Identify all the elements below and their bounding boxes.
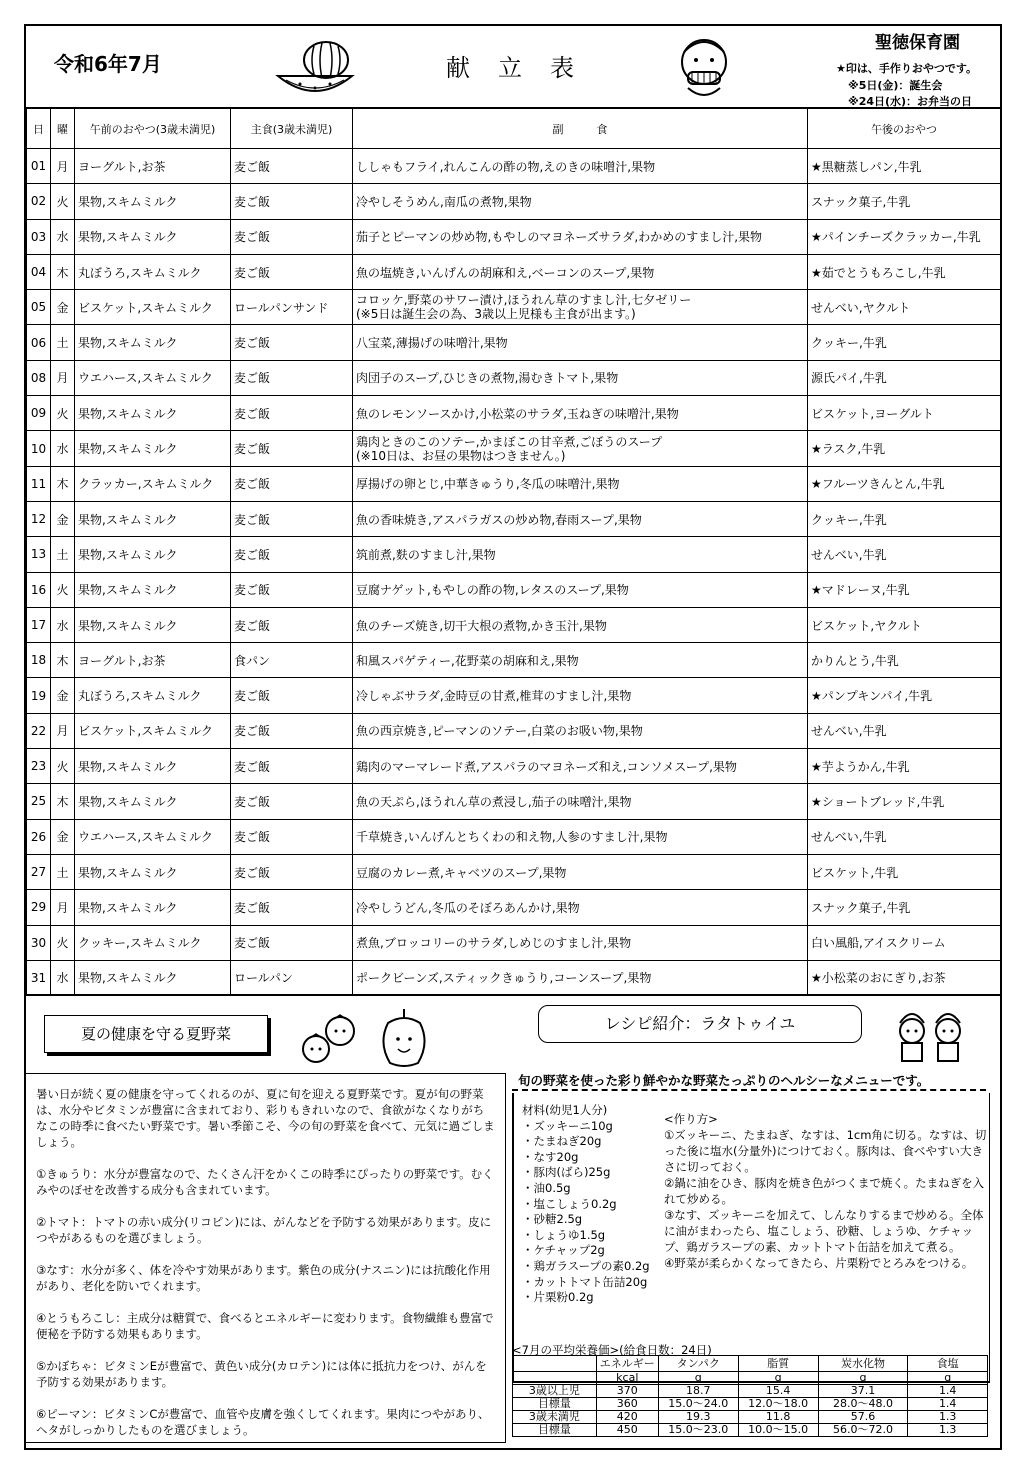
menu-row — [27, 572, 1001, 607]
cell-weekday: 木 — [51, 466, 75, 501]
nutrition-cell: 56.0～72.0 — [818, 1424, 908, 1437]
ingredient-item: ・鶏ガラスープの素0.2g — [522, 1258, 650, 1273]
step-4: ④野菜が柔らかくなってきたら、片栗粉でとろみをつける。 — [664, 1256, 974, 1270]
nutrition-cell: 11.8 — [738, 1411, 818, 1424]
side-dish-text: 茄子とピーマンの炒め物,もやしのマヨネーズサラダ,わかめのすまし汁,果物 — [356, 230, 763, 245]
cell-day: 26 — [27, 819, 51, 854]
tomato-icon — [294, 1011, 364, 1067]
cell-am-snack: 果物,スキムミルク — [75, 960, 231, 995]
side-dish-text: 冷やしそうめん,南瓜の煮物,果物 — [356, 194, 532, 209]
cell-am-snack: 果物,スキムミルク — [75, 607, 231, 642]
cell-pm-snack: ★茹でとうもろこし,牛乳 — [808, 254, 1001, 289]
nutrition-cell: 15.0～24.0 — [658, 1398, 738, 1411]
note-bento: ※24日(水)：お弁当の日 — [848, 95, 973, 108]
cell-am-snack: 果物,スキムミルク — [75, 184, 231, 219]
cell-weekday: 月 — [51, 890, 75, 925]
menu-row — [27, 784, 1001, 819]
cell-day: 12 — [27, 501, 51, 536]
side-dish-text: コロッケ,野菜のサワー漬け,ほうれん草のすまし汁,七夕ゼリー — [356, 293, 692, 308]
menu-row — [27, 254, 1001, 289]
cell-side-dish — [353, 325, 808, 360]
nutrition-table — [512, 1355, 988, 1437]
cell-am-snack: ヨーグルト,お茶 — [75, 149, 231, 184]
ingredient-item: ・たまねぎ20g — [522, 1134, 602, 1149]
cell-side-dish — [353, 643, 808, 678]
cell-staple: 麦ご飯 — [231, 854, 353, 889]
cell-day: 05 — [27, 290, 51, 325]
cell-pm-snack: ★小松菜のおにぎり,お茶 — [808, 960, 1001, 995]
ingredient-item: ・油0.5g — [522, 1180, 571, 1195]
col-header-weekday: 曜 — [51, 109, 75, 149]
side-dish-text: 魚のチーズ焼き,切干大根の煮物,かき玉汁,果物 — [356, 618, 607, 633]
health-corn: ④とうもろこし：主成分は糖質で、食べるとエネルギーに変わります。食物繊維も豊富で便秘を予防する効果もあります。 — [36, 1311, 494, 1341]
cell-am-snack: ヨーグルト,お茶 — [75, 643, 231, 678]
nutrition-cell: 28.0～48.0 — [818, 1398, 908, 1411]
cell-staple: 麦ご飯 — [231, 784, 353, 819]
cell-side-dish — [353, 254, 808, 289]
ingredient-item: ・片栗粉0.2g — [522, 1290, 594, 1305]
side-dish-text: 魚の香味焼き,アスパラガスの炒め物,春雨スープ,果物 — [356, 512, 642, 527]
nutrition-cell: 3歳未満児 — [513, 1411, 597, 1424]
cell-weekday: 水 — [51, 431, 75, 466]
child-eating-icon — [668, 32, 740, 104]
cell-pm-snack: ★芋ようかん,牛乳 — [808, 749, 1001, 784]
ingredient-item: ・ケチャップ2g — [522, 1243, 605, 1258]
cell-am-snack: 果物,スキムミルク — [75, 396, 231, 431]
cell-pm-snack: ビスケット,ヤクルト — [808, 607, 1001, 642]
cell-staple: 麦ご飯 — [231, 396, 353, 431]
side-dish-text: 魚の西京焼き,ピーマンのソテー,白菜のお吸い物,果物 — [356, 724, 643, 739]
health-eggplant: ③なす：水分が多く、体を冷やす効果があります。紫色の成分(ナスニン)には抗酸化作用があり、老化を防いでくれます。 — [36, 1263, 491, 1293]
cell-pm-snack: クッキー,牛乳 — [808, 501, 1001, 536]
health-cucumber: ①きゅうり：水分が豊富なので、たくさん汗をかくこの時季にぴったりの野菜です。むくみやのぼせを改善する成分も含まれています。 — [36, 1167, 494, 1197]
cell-pm-snack: クッキー,牛乳 — [808, 325, 1001, 360]
side-dish-text: 筑前煮,麩のすまし汁,果物 — [356, 547, 496, 562]
cell-pm-snack: ★パインチーズクラッカー,牛乳 — [808, 219, 1001, 254]
cell-staple: 食パン — [231, 643, 353, 678]
menu-row — [27, 501, 1001, 536]
nutrition-cell: 食塩 — [908, 1356, 988, 1372]
nutrition-row — [513, 1424, 988, 1437]
nutrition-cell — [513, 1356, 597, 1372]
nutrition-cell: 37.1 — [818, 1385, 908, 1398]
cell-pm-snack: ★パンプキンパイ,牛乳 — [808, 678, 1001, 713]
cell-staple: ロールパンサンド — [231, 290, 353, 325]
menu-row — [27, 360, 1001, 395]
cell-staple: 麦ご飯 — [231, 360, 353, 395]
cell-pm-snack: ビスケット,牛乳 — [808, 854, 1001, 889]
cell-side-dish — [353, 466, 808, 501]
menu-row — [27, 290, 1001, 325]
cell-weekday: 月 — [51, 360, 75, 395]
cell-staple: 麦ご飯 — [231, 713, 353, 748]
info-section — [26, 994, 1000, 1448]
cell-weekday: 木 — [51, 643, 75, 678]
ingredient-item: ・なす20g — [522, 1149, 579, 1164]
cell-weekday: 金 — [51, 290, 75, 325]
steps-list — [664, 1111, 990, 1271]
cell-weekday: 金 — [51, 678, 75, 713]
nutrition-cell — [513, 1372, 597, 1385]
cell-day: 31 — [27, 960, 51, 995]
cell-day: 18 — [27, 643, 51, 678]
menu-row — [27, 396, 1001, 431]
menu-row — [27, 466, 1001, 501]
cell-staple: 麦ご飯 — [231, 925, 353, 960]
side-dish-text: 冷しゃぶサラダ,金時豆の甘煮,椎茸のすまし汁,果物 — [356, 689, 632, 704]
col-header-side-dish: 副 食 — [353, 109, 808, 149]
cell-pm-snack: ★黒糖蒸しパン,牛乳 — [808, 149, 1001, 184]
cell-staple: 麦ご飯 — [231, 254, 353, 289]
cell-weekday: 金 — [51, 819, 75, 854]
cell-side-dish — [353, 572, 808, 607]
cell-side-dish — [353, 890, 808, 925]
col-header-day: 日 — [27, 109, 51, 149]
cell-staple: 麦ご飯 — [231, 572, 353, 607]
cell-side-dish — [353, 219, 808, 254]
cell-pm-snack: スナック菓子,牛乳 — [808, 890, 1001, 925]
nutrition-cell: g — [818, 1372, 908, 1385]
side-dish-text: 魚の天ぷら,ほうれん草の煮浸し,茄子の味噌汁,果物 — [356, 794, 632, 809]
cell-am-snack: 丸ぼうろ,スキムミルク — [75, 678, 231, 713]
cell-day: 10 — [27, 431, 51, 466]
cooks-icon — [888, 1005, 974, 1065]
cell-side-dish — [353, 960, 808, 995]
cell-staple: 麦ご飯 — [231, 607, 353, 642]
side-dish-text: 八宝菜,薄揚げの味噌汁,果物 — [356, 336, 508, 351]
menu-header-row — [27, 109, 1001, 149]
cell-weekday: 水 — [51, 219, 75, 254]
cell-weekday: 土 — [51, 325, 75, 360]
nutrition-cell: 1.4 — [908, 1385, 988, 1398]
menu-row — [27, 925, 1001, 960]
cell-day: 03 — [27, 219, 51, 254]
nutrition-cell: エネルギー — [596, 1356, 658, 1372]
cell-staple: 麦ご飯 — [231, 325, 353, 360]
nutrition-cell: 目標量 — [513, 1424, 597, 1437]
nutrition-cell: 15.4 — [738, 1385, 818, 1398]
cell-day: 09 — [27, 396, 51, 431]
nutrition-cell: 目標量 — [513, 1398, 597, 1411]
nutrition-cell: 脂質 — [738, 1356, 818, 1372]
cell-weekday: 木 — [51, 254, 75, 289]
ingredient-item: ・しょうゆ1.5g — [522, 1227, 606, 1242]
nutrition-cell: 15.0～23.0 — [658, 1424, 738, 1437]
cell-side-dish — [353, 537, 808, 572]
cell-weekday: 火 — [51, 925, 75, 960]
cell-weekday: 火 — [51, 396, 75, 431]
cell-staple: 麦ご飯 — [231, 431, 353, 466]
nutrition-cell: 370 — [596, 1385, 658, 1398]
col-header-am-snack: 午前のおやつ(3歳未満児) — [75, 109, 231, 149]
cell-am-snack: ウエハース,スキムミルク — [75, 819, 231, 854]
cell-am-snack: 果物,スキムミルク — [75, 431, 231, 466]
cell-pm-snack: ビスケット,ヨーグルト — [808, 396, 1001, 431]
cell-weekday: 火 — [51, 749, 75, 784]
cell-day: 11 — [27, 466, 51, 501]
month-label: 令和6年7月 — [54, 52, 162, 76]
cell-side-dish — [353, 678, 808, 713]
side-dish-text: ポークビーンズ,スティックきゅうり,コーンスープ,果物 — [356, 971, 652, 986]
cell-am-snack: 果物,スキムミルク — [75, 537, 231, 572]
side-dish-text: 肉団子のスープ,ひじきの煮物,湯むきトマト,果物 — [356, 371, 619, 386]
ingredient-item: ・カットトマト缶詰20g — [522, 1274, 648, 1289]
cell-day: 16 — [27, 572, 51, 607]
cell-am-snack: 果物,スキムミルク — [75, 501, 231, 536]
cell-side-dish — [353, 713, 808, 748]
cell-weekday: 月 — [51, 713, 75, 748]
cell-pm-snack: 源氏パイ,牛乳 — [808, 360, 1001, 395]
step-2: ②鍋に油をひき、豚肉を焼き色がつくまで焼く。たまねぎを入れて炒める。 — [664, 1176, 985, 1206]
cell-pm-snack: 白い風船,アイスクリーム — [808, 925, 1001, 960]
cell-side-dish — [353, 854, 808, 889]
cell-side-dish — [353, 360, 808, 395]
cell-side-dish — [353, 501, 808, 536]
recipe-subtitle: 旬の野菜を使った彩り鮮やかな野菜たっぷりのヘルシーなメニューです。 — [512, 1071, 986, 1091]
cell-am-snack: ビスケット,スキムミルク — [75, 713, 231, 748]
nutrition-cell: g — [908, 1372, 988, 1385]
cell-am-snack: 果物,スキムミルク — [75, 854, 231, 889]
cell-day: 02 — [27, 184, 51, 219]
nutrition-cell: 12.0～18.0 — [738, 1398, 818, 1411]
ingredient-item: ・豚肉(ばら)25g — [522, 1165, 611, 1180]
cell-staple: 麦ご飯 — [231, 184, 353, 219]
cell-weekday: 水 — [51, 960, 75, 995]
side-dish-text: 厚揚げの卵とじ,中華きゅうり,冬瓜の味噌汁,果物 — [356, 477, 620, 492]
cell-side-dish — [353, 925, 808, 960]
cell-day: 01 — [27, 149, 51, 184]
menu-row — [27, 643, 1001, 678]
page-title: 献立表 — [446, 54, 602, 82]
cell-side-dish — [353, 431, 808, 466]
nutrition-cell: 450 — [596, 1424, 658, 1437]
cell-am-snack: 果物,スキムミルク — [75, 325, 231, 360]
cell-day: 22 — [27, 713, 51, 748]
side-dish-text: 魚の塩焼き,いんげんの胡麻和え,ベーコンのスープ,果物 — [356, 265, 655, 280]
cell-am-snack: 果物,スキムミルク — [75, 749, 231, 784]
cell-am-snack: 果物,スキムミルク — [75, 784, 231, 819]
cell-staple: 麦ご飯 — [231, 890, 353, 925]
col-header-staple: 主食(3歳未満児) — [231, 109, 353, 149]
cell-am-snack: ビスケット,スキムミルク — [75, 290, 231, 325]
cell-pm-snack: かりんとう,牛乳 — [808, 643, 1001, 678]
side-dish-text: 煮魚,ブロッコリーのサラダ,しめじのすまし汁,果物 — [356, 936, 632, 951]
cell-weekday: 土 — [51, 854, 75, 889]
note-birthday: ※5日(金)：誕生会 — [848, 79, 943, 92]
nutrition-cell: 1.3 — [908, 1411, 988, 1424]
cell-day: 04 — [27, 254, 51, 289]
menu-row — [27, 854, 1001, 889]
cell-side-dish — [353, 184, 808, 219]
health-pumpkin: ⑤かぼちゃ：ビタミンEが豊富で、黄色い成分(カロテン)には体に抵抗力をつけ、がんを予防する効果があります。 — [36, 1359, 487, 1389]
cell-staple: 麦ご飯 — [231, 149, 353, 184]
nutrition-title: <7月の平均栄養価>(給食日数：24日) — [512, 1343, 712, 1357]
side-dish-text: ししゃもフライ,れんこんの酢の物,えのきの味噌汁,果物 — [356, 159, 656, 174]
menu-row — [27, 149, 1001, 184]
nutrition-row — [513, 1385, 988, 1398]
nutrition-cell: g — [658, 1372, 738, 1385]
nutrition-cell: タンパク — [658, 1356, 738, 1372]
nutrition-cell: 420 — [596, 1411, 658, 1424]
cell-am-snack: 果物,スキムミルク — [75, 572, 231, 607]
health-title: 夏の健康を守る夏野菜 — [44, 1015, 268, 1053]
menu-row — [27, 184, 1001, 219]
ingredient-item: ・砂糖2.5g — [522, 1212, 583, 1227]
cell-day: 08 — [27, 360, 51, 395]
cell-staple: 麦ご飯 — [231, 678, 353, 713]
cell-side-dish — [353, 819, 808, 854]
nutrition-cell: 1.3 — [908, 1424, 988, 1437]
menu-row — [27, 325, 1001, 360]
col-header-pm-snack: 午後のおやつ — [808, 109, 1001, 149]
nutrition-units-row — [513, 1372, 988, 1385]
cell-pm-snack: せんべい,ヤクルト — [808, 290, 1001, 325]
cell-pm-snack: ★ラスク,牛乳 — [808, 431, 1001, 466]
ingredients-title: 材料(幼児1人分) — [522, 1103, 608, 1117]
cell-side-dish — [353, 607, 808, 642]
cell-side-dish — [353, 396, 808, 431]
nutrition-cell: 3歳以上児 — [513, 1385, 597, 1398]
steps-title: <作り方> — [664, 1112, 718, 1126]
side-dish-text: 豆腐のカレー煮,キャベツのスープ,果物 — [356, 865, 567, 880]
cell-day: 13 — [27, 537, 51, 572]
cell-side-dish — [353, 784, 808, 819]
menu-sheet — [24, 24, 1002, 1450]
health-intro: 暑い日が続く夏の健康を守ってくれるのが、夏に旬を迎える夏野菜です。夏が旬の野菜は、水分やビタミンが豊富に含まれており、彩りもきれいなので、食欲がなくなりがちなこの時季に食べたい野菜です。暑い季節こそ、今の旬の野菜を食べて、元気に過ごしましょう。 — [36, 1087, 495, 1149]
cell-weekday: 月 — [51, 149, 75, 184]
cell-side-dish — [353, 749, 808, 784]
cell-weekday: 水 — [51, 607, 75, 642]
cell-am-snack: クラッカー,スキムミルク — [75, 466, 231, 501]
nutrition-header-row — [513, 1356, 988, 1372]
cell-weekday: 火 — [51, 572, 75, 607]
cell-weekday: 火 — [51, 184, 75, 219]
health-text-box — [26, 1073, 506, 1443]
cell-weekday: 木 — [51, 784, 75, 819]
cell-day: 23 — [27, 749, 51, 784]
nutrition-cell: 18.7 — [658, 1385, 738, 1398]
side-dish-text: 鶏肉ときのこのソテー,かまぼこの甘辛煮,ごぼうのスープ — [356, 434, 663, 449]
cell-side-dish — [353, 290, 808, 325]
cell-day: 25 — [27, 784, 51, 819]
cell-day: 30 — [27, 925, 51, 960]
cell-staple: 麦ご飯 — [231, 501, 353, 536]
cell-pm-snack: せんべい,牛乳 — [808, 819, 1001, 854]
ingredients-list — [522, 1103, 672, 1306]
note-star: ★印は、手作りおやつです。 — [836, 62, 977, 75]
cell-am-snack: 果物,スキムミルク — [75, 890, 231, 925]
menu-row — [27, 890, 1001, 925]
menu-row — [27, 219, 1001, 254]
cell-am-snack: 丸ぼうろ,スキムミルク — [75, 254, 231, 289]
nutrition-cell: kcal — [596, 1372, 658, 1385]
nutrition-cell: 360 — [596, 1398, 658, 1411]
nursery-name: 聖徳保育園 — [875, 33, 960, 53]
menu-row — [27, 713, 1001, 748]
side-dish-text: 千草焼き,いんげんとちくわの和え物,人参のすまし汁,果物 — [356, 830, 668, 845]
cell-am-snack: クッキー,スキムミルク — [75, 925, 231, 960]
menu-row — [27, 960, 1001, 995]
bell-pepper-icon — [374, 1007, 434, 1071]
cell-staple: 麦ご飯 — [231, 219, 353, 254]
menu-row — [27, 537, 1001, 572]
step-3: ③なす、ズッキーニを加えて、しんなりするまで炒める。全体に油がまわったら、塩こしょう、砂糖、しょうゆ、ケチャップ、鶏ガラスープの素、カットトマト缶詰を加えて煮る。 — [664, 1208, 984, 1254]
side-dish-text: 鶏肉のマーマレード煮,アスパラのマヨネーズ和え,コンソメスープ,果物 — [356, 759, 737, 774]
side-dish-text: 魚のレモンソースかけ,小松菜のサラダ,玉ねぎの味噌汁,果物 — [356, 406, 679, 421]
cell-weekday: 土 — [51, 537, 75, 572]
cell-staple: 麦ご飯 — [231, 749, 353, 784]
recipe-title: レシピ紹介：ラタトゥイユ — [538, 1005, 862, 1043]
menu-table — [26, 108, 1001, 996]
menu-row — [27, 431, 1001, 466]
side-dish-text: 和風スパゲティー,花野菜の胡麻和え,果物 — [356, 653, 579, 668]
nutrition-row — [513, 1398, 988, 1411]
cell-day: 06 — [27, 325, 51, 360]
cell-staple: 麦ご飯 — [231, 819, 353, 854]
cell-side-dish — [353, 149, 808, 184]
header — [26, 26, 1000, 108]
nutrition-cell: 炭水化物 — [818, 1356, 908, 1372]
cell-pm-snack: せんべい,牛乳 — [808, 713, 1001, 748]
cell-am-snack: 果物,スキムミルク — [75, 219, 231, 254]
cell-day: 27 — [27, 854, 51, 889]
cell-pm-snack: せんべい,牛乳 — [808, 537, 1001, 572]
cell-day: 29 — [27, 890, 51, 925]
cell-day: 19 — [27, 678, 51, 713]
recipe-box — [512, 1093, 990, 1383]
cell-staple: ロールパン — [231, 960, 353, 995]
ingredient-item: ・ズッキーニ10g — [522, 1118, 613, 1133]
cell-staple: 麦ご飯 — [231, 466, 353, 501]
cell-day: 17 — [27, 607, 51, 642]
health-tomato: ②トマト：トマトの赤い成分(リコピン)には、がんなどを予防する効果があります。皮につやがあるものを選びましょう。 — [36, 1215, 492, 1245]
menu-row — [27, 678, 1001, 713]
menu-row — [27, 819, 1001, 854]
side-dish-note: (※10日は、お昼の果物はつきません。) — [356, 448, 566, 463]
cell-pm-snack: ★フルーツきんとん,牛乳 — [808, 466, 1001, 501]
cell-pm-snack: スナック菓子,牛乳 — [808, 184, 1001, 219]
nutrition-row — [513, 1411, 988, 1424]
side-dish-note: (※5日は誕生会の為、3歳以上児様も主食が出ます。) — [356, 307, 636, 322]
health-pepper: ⑥ピーマン：ビタミンCが豊富で、血管や皮膚を強くしてくれます。果肉につやがあり、ヘタがしっかりしたものを選びましょう。 — [36, 1407, 490, 1437]
nutrition-cell: 19.3 — [658, 1411, 738, 1424]
menu-row — [27, 607, 1001, 642]
nutrition-cell: 57.6 — [818, 1411, 908, 1424]
cell-weekday: 金 — [51, 501, 75, 536]
cell-am-snack: ウエハース,スキムミルク — [75, 360, 231, 395]
ingredient-item: ・塩こしょう0.2g — [522, 1196, 617, 1211]
side-dish-text: 冷やしうどん,冬瓜のそぼろあんかけ,果物 — [356, 900, 580, 915]
cell-pm-snack: ★ショートブレッド,牛乳 — [808, 784, 1001, 819]
nutrition-cell: 1.4 — [908, 1398, 988, 1411]
step-1: ①ズッキーニ、たまねぎ、なすは、1cm角に切る。なすは、切った後に塩水(分量外)につけておく。豚肉は、食べやすい大きさに切っておく。 — [664, 1128, 987, 1174]
cell-staple: 麦ご飯 — [231, 537, 353, 572]
side-dish-text: 豆腐ナゲット,もやしの酢の物,レタスのスープ,果物 — [356, 583, 629, 598]
menu-row — [27, 749, 1001, 784]
nutrition-cell: 10.0～15.0 — [738, 1424, 818, 1437]
nutrition-cell: g — [738, 1372, 818, 1385]
cell-pm-snack: ★マドレーヌ,牛乳 — [808, 572, 1001, 607]
watermelon-icon — [270, 38, 360, 98]
